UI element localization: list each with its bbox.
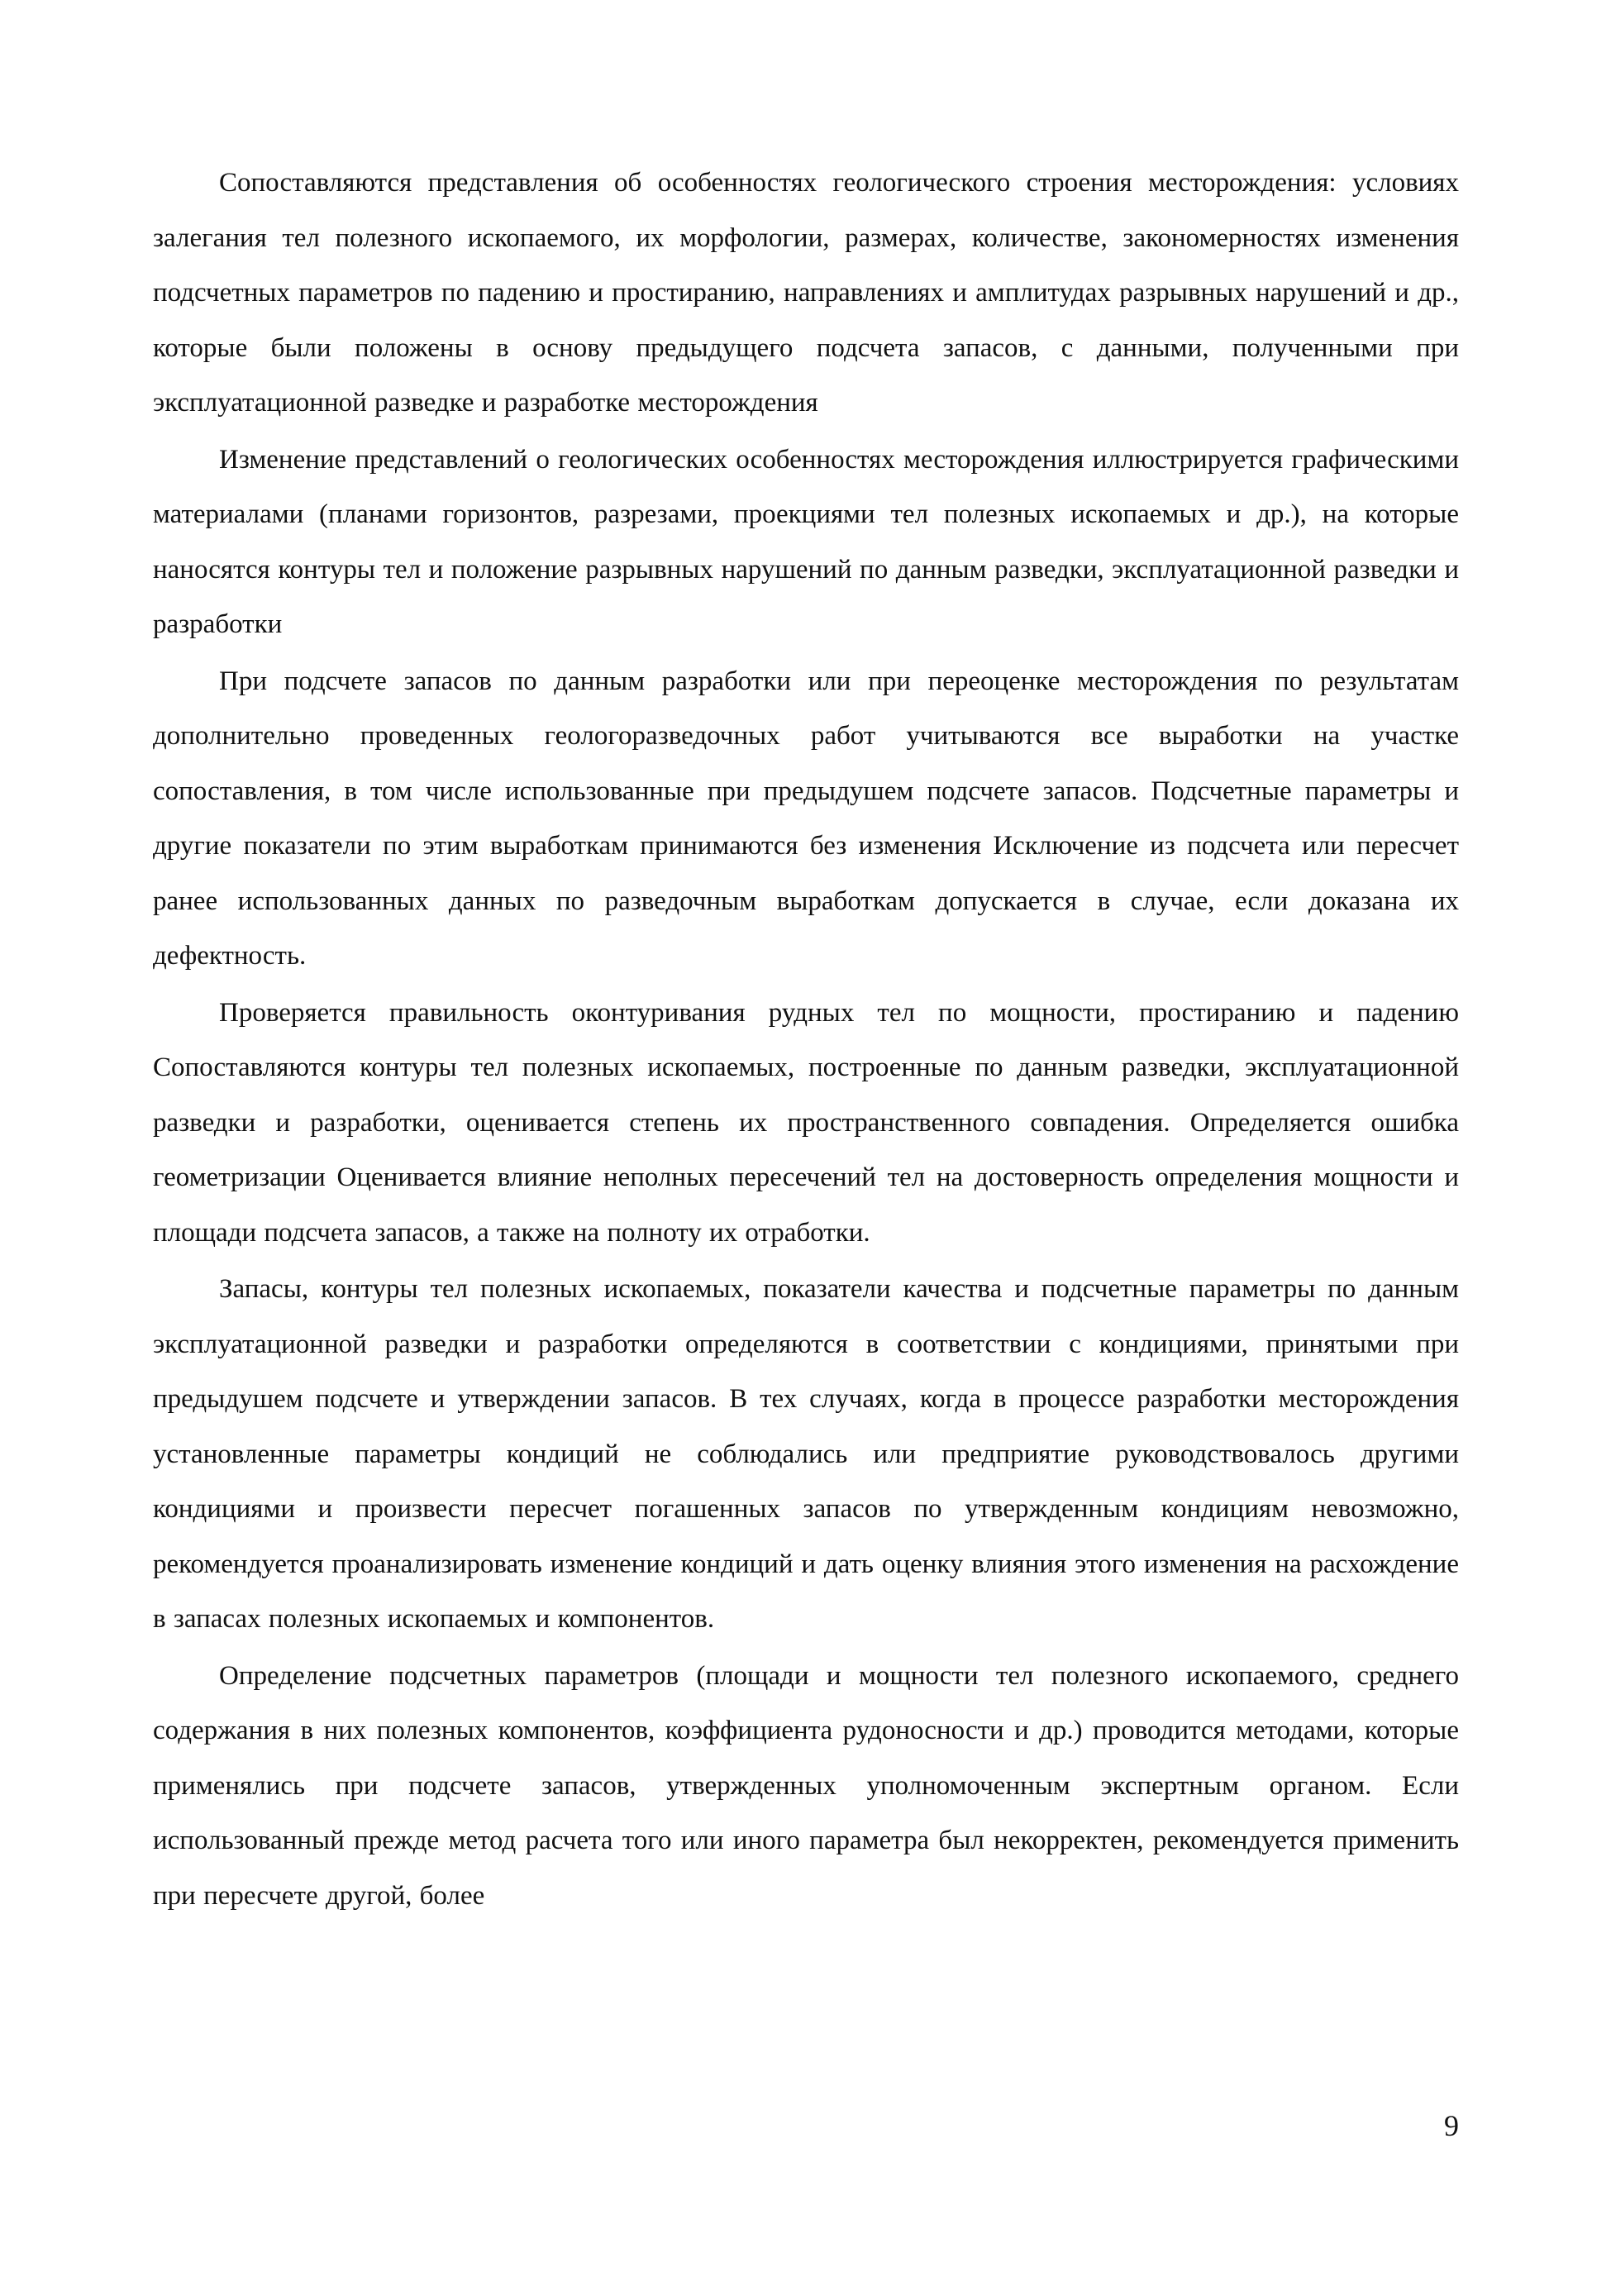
document-body bbox=[153, 155, 1459, 1925]
paragraph-5: Запасы, контуры тел полезных ископаемых, показатели качества и подсчетные параметры по данным эксплуатационной разведки и разработки определяются в соответствии с кондициями, принятыми при предыдушем подсчете и утверждении запасов. В тех случаях, когда в процессе разработки месторождения установленные параметры кондиций не соблюдались или предприятие руководствовалось другими кондициями и произвести пересчет погашенных запасов по утвержденным кондициям невозможно, рекомендуется проанализировать изменение кондиций и дать оценку влияния этого изменения на расхождение в запасах полезных ископаемых и компонентов. bbox=[153, 1274, 1459, 1634]
paragraph-2: Изменение представлений о геологических особенностях месторождения иллюстрируется графическими материалами (планами горизонтов, разрезами, проекциями тел полезных ископаемых и др.), на которые наносятся контуры тел и положение разрывных нарушений по данным разведки, эксплуатационной разведки и разработки bbox=[153, 444, 1459, 639]
paragraph-4: Проверяется правильность оконтуривания рудных тел по мощности, простиранию и падению Сопоставляются контуры тел полезных ископаемых, построенные по данным разведки, эксплуатационной разведки и разработки, оценивается степень их пространственного совпадения. Определяется ошибка геометризации Оценивается влияние неполных пересечений тел на достоверность определения мощности и площади подсчета запасов, а также на полноту их отработки. bbox=[153, 997, 1459, 1248]
paragraph-3: При подсчете запасов по данным разработки или при переоценке месторождения по результатам дополнительно проведенных геологоразведочных работ учитываются все выработки на участке сопоставления, в том числе использованные при предыдушем подсчете запасов. Подсчетные параметры и другие показатели по этим выработкам принимаются без изменения Исключение из подсчета или пересчет ранее использованных данных по разведочным выработкам допускается в случае, если доказана их дефектность. bbox=[153, 666, 1459, 971]
paragraph-1: Сопоставляются представления об особенностях геологического строения месторождения: условиях залегания тел полезного ископаемого, их морфологии, размерах, количестве, закономерностях изменения подсчетных параметров по падению и простиранию, направлениях и амплитудах разрывных нарушений и др., которые были положены в основу предыдущего подсчета запасов, с данными, полученными при эксплуатационной разведке и разработке месторождения bbox=[153, 168, 1459, 418]
page-number: 9 bbox=[1444, 2109, 1459, 2142]
paragraph-6: Определение подсчетных параметров (площади и мощности тел полезного ископаемого, среднего содержания в них полезных компонентов, коэффициента рудоносности и др.) проводится методами, которые применялись при подсчете запасов, утвержденных уполномоченным экспертным органом. Если использованный прежде метод расчета того или иного параметра был некорректен, рекомендуется применить при пересчете другой, более bbox=[153, 1660, 1459, 1911]
